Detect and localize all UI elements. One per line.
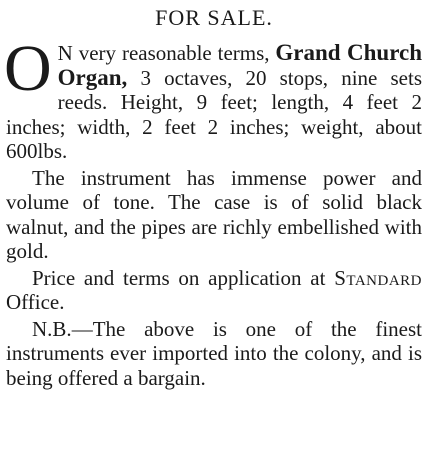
ad-heading: FOR SALE. xyxy=(155,5,273,30)
office-suffix: Office. xyxy=(6,290,65,314)
item-name: Grand Church Organ, xyxy=(57,40,422,90)
intro-text-1: very reasonable terms, xyxy=(72,41,276,65)
price-text: Price and terms on application at xyxy=(32,265,335,290)
price-paragraph xyxy=(6,266,422,315)
intro-first-letters: N xyxy=(57,41,73,65)
drop-cap: O xyxy=(4,32,52,105)
description-paragraph: The instrument has immense power and volume of tone. The case is of solid black walnut, and the pipes are richly embellished with gold. xyxy=(6,165,422,263)
intro-text-2: 3 octaves, 20 stops, nine sets reeds. Height, 9 feet; length, 4 feet 2 inches; width, 2 feet 2 inches; weight, about 600lbs. xyxy=(6,65,422,163)
note-label: N.B. xyxy=(32,316,72,341)
note-text: —The above is one of the finest instruments ever imported into the colony, and is being offered a bargain. xyxy=(6,316,422,390)
office-name: Standard xyxy=(334,265,422,290)
intro-paragraph xyxy=(4,32,422,164)
note-paragraph xyxy=(6,317,422,391)
